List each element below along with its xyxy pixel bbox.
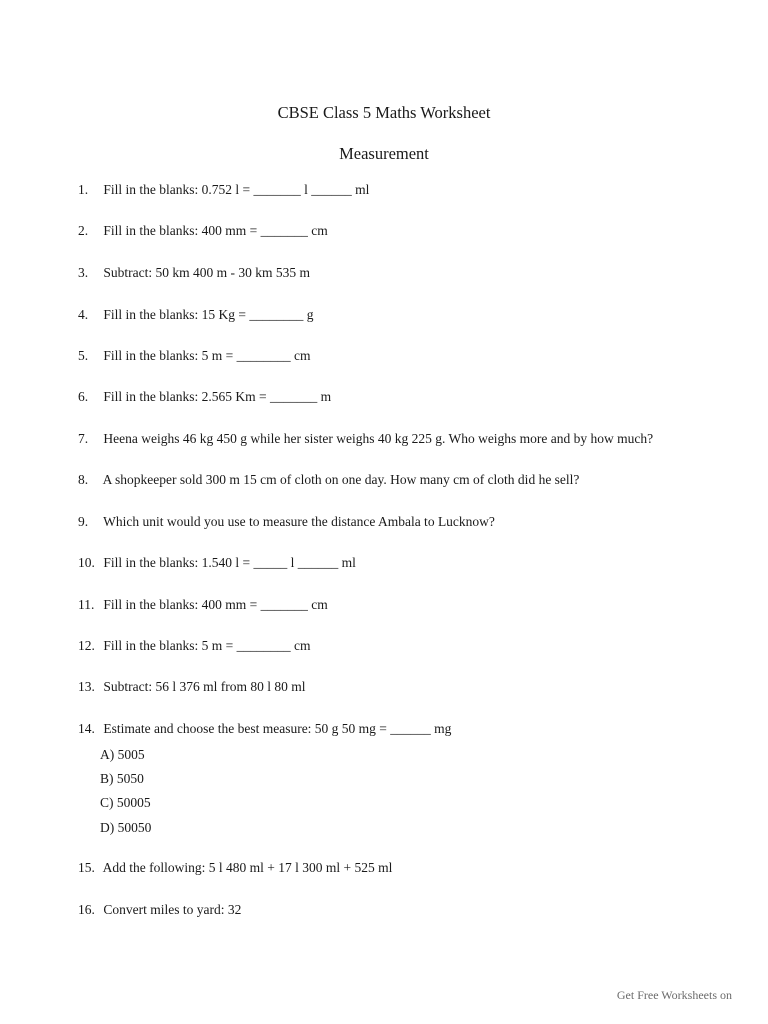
question-15 xyxy=(78,859,392,877)
question-5 xyxy=(78,347,310,365)
question-number: 4. xyxy=(78,307,89,322)
question-text: Which unit would you use to measure the distance Ambala to Lucknow? xyxy=(103,514,495,529)
question-16 xyxy=(78,901,241,919)
question-text: Fill in the blanks: 5 m = ________ cm xyxy=(103,348,311,363)
question-text: Fill in the blanks: 0.752 l = _______ l ______ ml xyxy=(103,182,370,197)
question-text: Fill in the blanks: 15 Kg = ________ g xyxy=(103,307,314,322)
question-number: 14. xyxy=(78,721,95,736)
question-6 xyxy=(78,388,331,406)
question-3 xyxy=(78,264,310,282)
question-2 xyxy=(78,222,328,240)
page-title: CBSE Class 5 Maths Worksheet xyxy=(277,103,491,122)
question-text: Subtract: 56 l 376 ml from 80 l 80 ml xyxy=(103,679,306,694)
question-text: Estimate and choose the best measure: 50 g 50 mg = ______ mg xyxy=(103,721,452,736)
question-number: 3. xyxy=(78,265,89,280)
question-12 xyxy=(78,637,310,655)
question-number: 10. xyxy=(78,555,95,570)
question-10 xyxy=(78,554,356,572)
question-text: Heena weighs 46 kg 450 g while her sister weighs 40 kg 225 g. Who weighs more and by how much? xyxy=(103,431,654,446)
question-number: 1. xyxy=(78,182,89,197)
question-number: 16. xyxy=(78,902,95,917)
question-number: 5. xyxy=(78,348,89,363)
q14-option-a: A) 5005 xyxy=(100,747,145,762)
question-number: 13. xyxy=(78,679,95,694)
question-text: Convert miles to yard: 32 xyxy=(103,902,242,917)
question-number: 8. xyxy=(78,472,89,487)
question-number: 7. xyxy=(78,431,89,446)
question-text: Fill in the blanks: 5 m = ________ cm xyxy=(103,638,311,653)
q14-option-c: C) 50005 xyxy=(100,795,151,810)
question-7 xyxy=(78,430,653,448)
question-number: 15. xyxy=(78,860,95,875)
question-number: 6. xyxy=(78,389,89,404)
q14-option-d: D) 50050 xyxy=(100,820,152,835)
question-text: Subtract: 50 km 400 m - 30 km 535 m xyxy=(103,265,310,280)
footer-text: Get Free Worksheets on xyxy=(616,988,732,1002)
q14-option-b: B) 5050 xyxy=(100,771,144,786)
question-text: A shopkeeper sold 300 m 15 cm of cloth on one day. How many cm of cloth did he sell? xyxy=(102,472,580,487)
question-number: 9. xyxy=(78,514,89,529)
question-text: Fill in the blanks: 400 mm = _______ cm xyxy=(103,597,328,612)
question-11 xyxy=(78,596,328,614)
question-14 xyxy=(78,720,451,738)
question-text: Add the following: 5 l 480 ml + 17 l 300 ml + 525 ml xyxy=(102,860,393,875)
question-4 xyxy=(78,306,314,324)
question-1 xyxy=(78,181,369,199)
question-text: Fill in the blanks: 400 mm = _______ cm xyxy=(103,223,328,238)
question-text: Fill in the blanks: 1.540 l = _____ l ______ ml xyxy=(103,555,356,570)
question-13 xyxy=(78,678,306,696)
question-number: 11. xyxy=(78,597,95,612)
question-8 xyxy=(78,471,579,489)
question-number: 2. xyxy=(78,223,89,238)
page-subtitle: Measurement xyxy=(339,144,429,163)
question-9 xyxy=(78,513,495,531)
question-number: 12. xyxy=(78,638,95,653)
question-text: Fill in the blanks: 2.565 Km = _______ m xyxy=(103,389,332,404)
